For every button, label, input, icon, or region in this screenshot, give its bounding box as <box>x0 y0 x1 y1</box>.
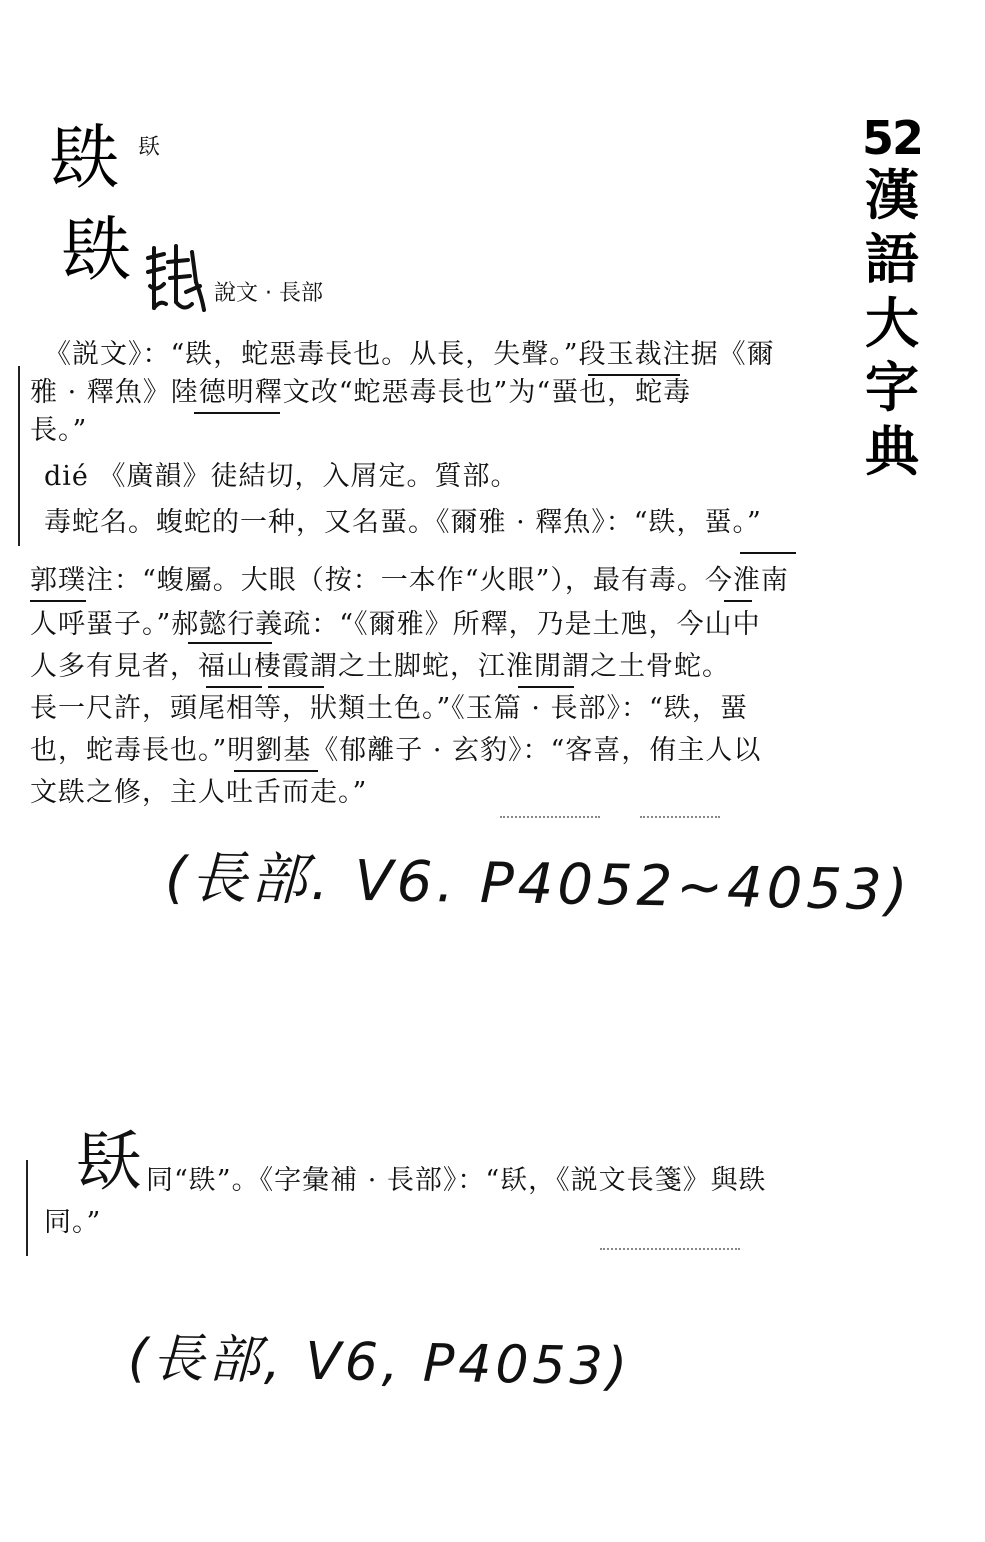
pronunciation-line: dié 《廣韻》徒結切，入屑定。質部。 <box>44 461 519 492</box>
title-char: 字 <box>865 356 919 419</box>
margin-line <box>26 1160 28 1256</box>
entry-text-line: 人多有見者，福山棲霞謂之土脚蛇，江淮閒謂之土骨蛇。 <box>30 651 730 682</box>
entry-text-line: 同“镻”。《字彙補 · 長部》：“镺，《説文長箋》與镻 <box>146 1165 767 1196</box>
entry-text-line: 雅 · 釋魚》陸德明釋文改“蛇惡毒長也”为“蝁也，蛇毒 <box>30 377 692 408</box>
title-char: 語 <box>865 228 919 291</box>
dictionary-title-vertical <box>852 112 932 484</box>
margin-line <box>18 366 20 546</box>
entry-text-line: 也，蛇毒長也。”明劉基《郁離子 · 玄豹》：“客喜，侑主人以 <box>30 735 762 766</box>
entry-text-line: 同。” <box>44 1207 102 1238</box>
entry-text-line: 長。” <box>30 415 88 446</box>
seal-source-caption: 說文 · 長部 <box>214 281 323 306</box>
scan-artifact <box>600 1248 740 1251</box>
scan-artifact <box>640 816 720 819</box>
proper-name-underline <box>234 770 318 772</box>
entry-text-line: 長一尺許，頭尾相等，狀類土色。”《玉篇 · 長部》：“镻，蝁 <box>30 693 748 724</box>
page-number: 52 <box>861 111 922 165</box>
proper-name-underline <box>268 686 324 688</box>
scan-artifact <box>500 816 600 819</box>
proper-name-underline <box>588 374 680 376</box>
entry-head-character: 镺 <box>76 1123 142 1200</box>
entry-text-line: 郭璞注：“蝮屬。大眼（按：一本作“火眼”），最有毒。今淮南 <box>30 565 789 596</box>
handwritten-reference-note: (長部. V6. P4052~4053) <box>164 845 912 924</box>
entry-head-character: 镻 <box>50 117 120 199</box>
entry-text-line: 人呼蝁子。”郝懿行義疏：“《爾雅》所釋，乃是土虺，今山中 <box>30 609 761 640</box>
entry-head-character-traditional: 镻 <box>62 209 132 291</box>
title-char: 典 <box>865 420 919 483</box>
variant-character: 镺 <box>138 135 161 160</box>
proper-name-underline <box>206 686 262 688</box>
proper-name-underline <box>188 642 272 644</box>
proper-name-underline <box>724 600 752 602</box>
proper-name-underline <box>30 600 86 602</box>
entry-text-line: 《説文》：“镻，蛇惡毒長也。从長，失聲。”段玉裁注据《爾 <box>44 339 775 370</box>
seal-script-glyph <box>146 242 206 314</box>
entry-text-line: 文镻之修，主人吐舌而走。” <box>30 777 368 808</box>
proper-name-underline <box>518 686 574 688</box>
title-char: 漢 <box>865 164 919 227</box>
title-char: 大 <box>865 292 919 355</box>
definition-line: 毒蛇名。蝮蛇的一种，又名蝁。《爾雅 · 釋魚》：“镻，蝁。” <box>44 507 762 538</box>
proper-name-underline <box>194 412 280 414</box>
separator-line <box>740 552 796 554</box>
handwritten-reference-note: (長部, V6, P4053) <box>127 1328 632 1398</box>
